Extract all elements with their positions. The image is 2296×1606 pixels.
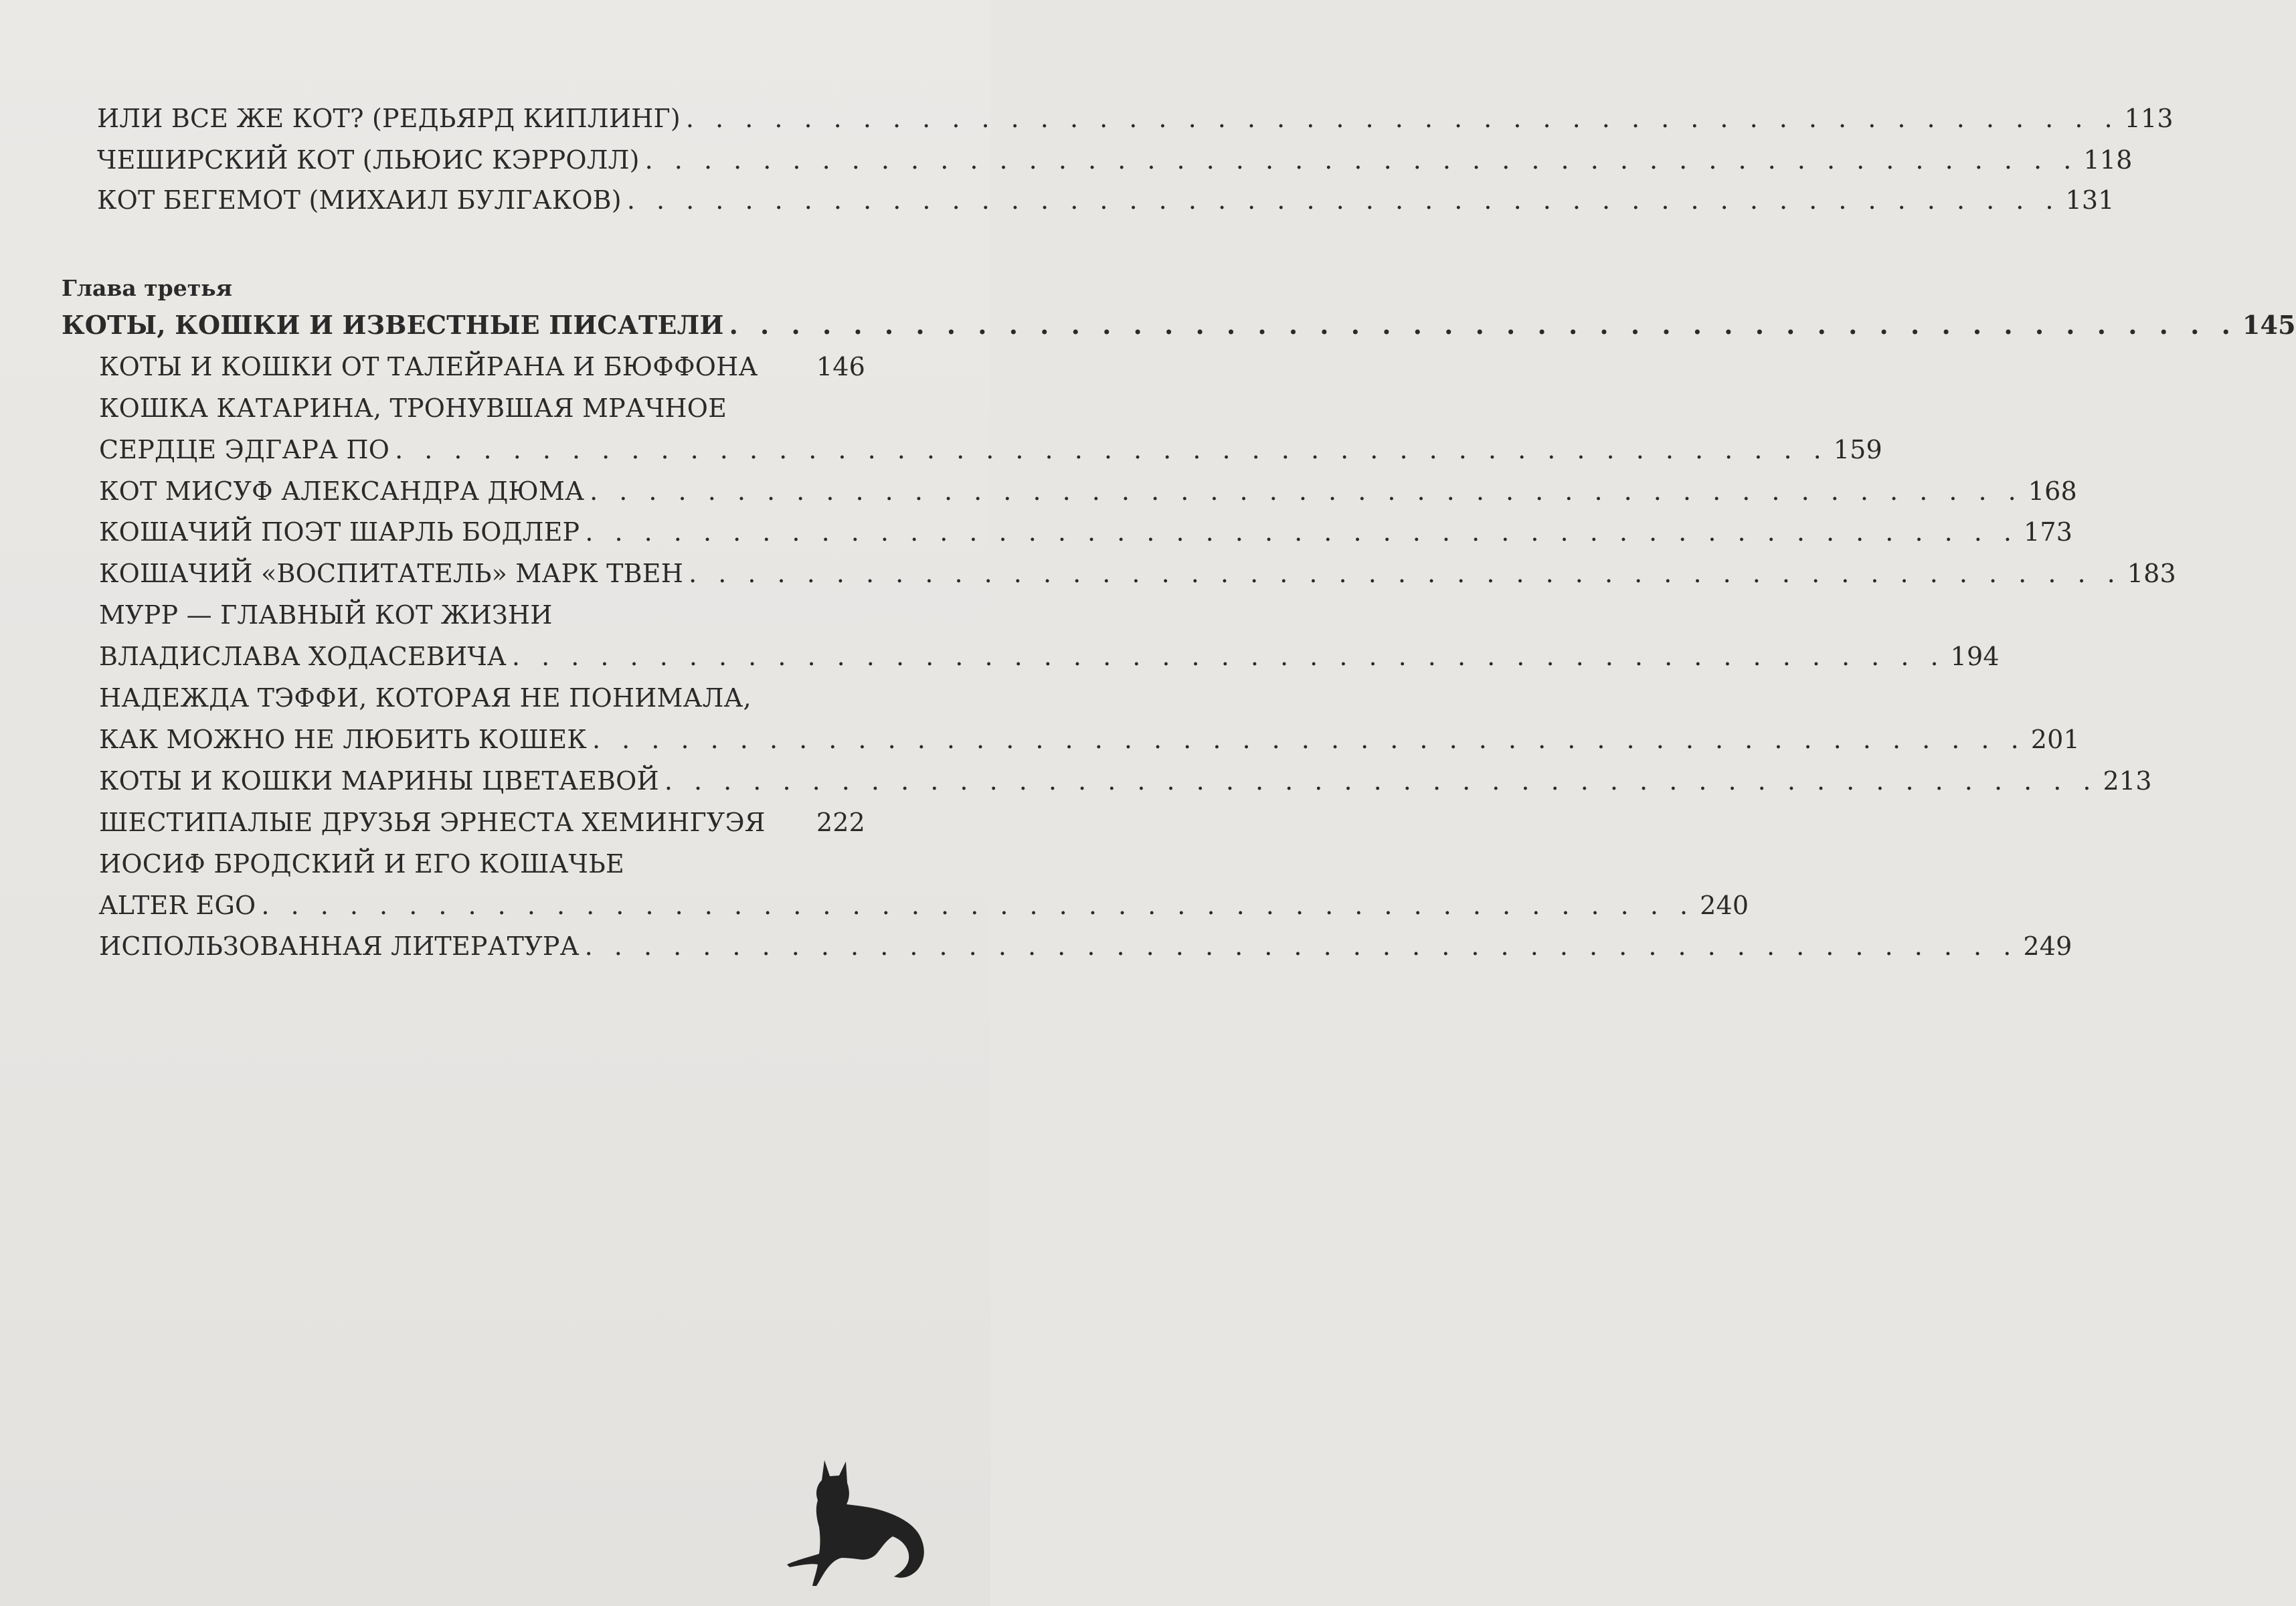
toc-entry [99,517,2073,547]
toc-entry-title: КОТ БЕГЕМОТ (МИХАИЛ БУЛГАКОВ) [97,185,622,215]
toc-entry-line [99,685,865,711]
toc-entry-title: ЧЕШИРСКИЙ КОТ (ЛЬЮИС КЭРРОЛЛ) [97,145,640,175]
toc-entry [99,931,2072,961]
toc-entry-page: 113 [2124,104,2174,133]
leader-dots: . . . . . . . . . . . . . . . . . . . . . . . . . . . . . . . . . . . . . . . . . . . . . . . . . [395,435,1828,464]
toc-entry-title: КОТЫ И КОШКИ ОТ ТАЛЕЙРАНА И БЮФФОНА [99,352,758,381]
toc-entry-title: ИОСИФ БРОДСКИЙ И ЕГО КОШАЧЬЕ [99,849,624,879]
toc-entry-title: ВЛАДИСЛАВА ХОДАСЕВИЧА [99,642,507,671]
leader-dots: . . . . . . . . . . . . . . . . . . . . . . . . . . . . . . . . . . . . . . . . . . . . . . . . . [664,766,2098,796]
toc-entry-title: НАДЕЖДА ТЭФФИ, КОТОРАЯ НЕ ПОНИМАЛА, [99,683,752,713]
toc-entry-page: 183 [2127,559,2176,588]
toc-entry-page: 240 [1700,891,1749,920]
toc-entry-title: КОТЫ И КОШКИ МАРИНЫ ЦВЕТАЕВОЙ [99,766,659,796]
chapter-title-entry [62,310,2296,340]
chapter-title: КОТЫ, КОШКИ И ИЗВЕСТНЫЕ ПИСАТЕЛИ [62,310,724,340]
toc-entry-page: 146 [816,352,865,381]
toc-entry [97,185,2115,215]
toc-entry-page: 194 [1950,642,2000,671]
toc-entry-page: 249 [2023,931,2072,961]
leader-dots: . . . . . . . . . . . . . . . . . . . . . . . . . . . . . . . . . . . . . . . . . . . . . . . . . [592,725,2026,754]
leader-dots: . . . . . . . . . . . . . . . . . . . . . . . . . . . . . . . . . . . . . . . . . . . . . . . . . [729,310,2237,340]
leader-dots: . . . . . . . . . . . . . . . . . . . . . . . . . . . . . . . . . . . . . . . . . . . . . . . . . [590,476,2023,506]
toc-entry-page: 131 [2065,185,2115,215]
toc-entry-title: КОШКА КАТАРИНА, ТРОНУВШАЯ МРАЧНОЕ [99,393,727,423]
toc-entry-title: КОШАЧИЙ ПОЭТ ШАРЛЬ БОДЛЕР [99,517,580,547]
toc-entry-page: 173 [2024,517,2073,547]
toc-entry-title: КАК МОЖНО НЕ ЛЮБИТЬ КОШЕК [99,725,587,754]
toc-entry [99,476,2077,506]
toc-entry-page: 118 [2083,145,2133,175]
toc-entry-title: СЕРДЦЕ ЭДГАРА ПО [99,435,390,464]
toc-entry-title: КОШАЧИЙ «ВОСПИТАТЕЛЬ» МАРК ТВЕН [99,559,684,588]
leader-dots: . . . . . . . . . . . . . . . . . . . . . . . . . . . . . . . . . . . . . . . . . . . . . . . . . [685,104,2119,133]
leader-dots: . . . . . . . . . . . . . . . . . . . . . . . . . . . . . . . . . . . . . . . . . . . . . . . . . [689,559,2122,588]
leader-dots: . . . . . . . . . . . . . . . . . . . . . . . . . . . . . . . . . . . . . . . . . . . . . . . . . [644,145,2079,175]
toc-entry-title: ALTER EGO [99,891,256,920]
leader-dots: . . . . . . . . . . . . . . . . . . . . . . . . . . . . . . . . . . . . . . . . . . . . . . . . . [511,642,1945,671]
chapter-page: 145 [2242,310,2296,340]
toc-entry [99,559,2176,588]
toc-entry [99,354,865,379]
leader-dots: . . . . . . . . . . . . . . . . . . . . . . . . . . . . . . . . . . . . . . . . . . . . . . . . . [585,517,2019,547]
toc-entry [99,810,865,835]
toc-entry [99,435,1882,464]
chapter-label: Глава третья [62,275,232,301]
leader-dots: . . . . . . . . . . . . . . . . . . . . . . . . . . . . . . . . . . . . . . . . . . . . . . . . . [261,891,1695,920]
toc-entry-page: 159 [1833,435,1882,464]
toc-entry [99,891,1749,920]
toc-entry-page: 168 [2028,476,2077,506]
toc-entry [97,104,2174,133]
leader-dots: . . . . . . . . . . . . . . . . . . . . . . . . . . . . . . . . . . . . . . . . . . . . . . . . . [584,931,2018,961]
toc-entry-title: ИСПОЛЬЗОВАННАЯ ЛИТЕРАТУРА [99,931,580,961]
toc-entry-page: 222 [816,808,865,837]
toc-entry-title: ИЛИ ВСЕ ЖЕ КОТ? (РЕДЬЯРД КИПЛИНГ) [97,104,681,133]
toc-entry-line [99,395,865,421]
toc-entry-line [99,851,865,877]
sitting-cat-icon [783,1453,937,1587]
toc-entry [97,145,2133,175]
toc-entry-title: КОТ МИСУФ АЛЕКСАНДРА ДЮМА [99,476,585,506]
leader-dots: . . . . . . . . . . . . . . . . . . . . . . . . . . . . . . . . . . . . . . . . . . . . . . . . . [626,185,2060,215]
toc-entry [99,766,2152,796]
toc-entry-line [99,602,865,628]
toc-entry-page: 201 [2030,725,2080,754]
toc-entry-title: ШЕСТИПАЛЫЕ ДРУЗЬЯ ЭРНЕСТА ХЕМИНГУЭЯ [99,808,766,837]
toc-entry [99,642,2000,671]
toc-entry-title: МУРР — ГЛАВНЫЙ КОТ ЖИЗНИ [99,600,553,630]
toc-entry-page: 213 [2103,766,2152,796]
toc-entry [99,725,2080,754]
